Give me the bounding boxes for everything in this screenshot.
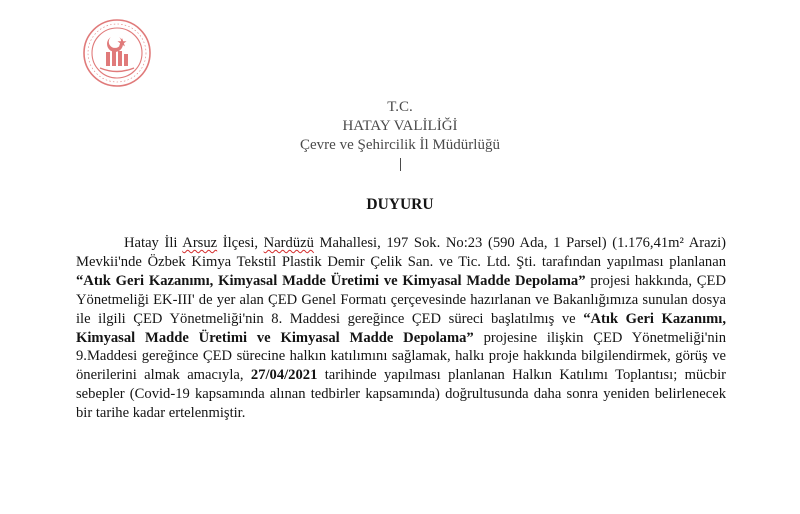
letterhead <box>0 98 800 171</box>
header-directorate: Çevre ve Şehircilik İl Müdürlüğü <box>300 137 500 153</box>
header-governorship: HATAY VALİLİĞİ <box>342 118 458 134</box>
body-text-segment: projesi hakkında, ÇED Yönetmeliği EK-III' de yer alan ÇED Genel Formatı çerçevesinde hazırlanan ve Bakanlığımıza sunulan dosya ile ilgili ÇED Yönetmeliği'nin 8. Maddesi gereğince ÇED süreci başlatılmış ve <box>76 272 726 327</box>
meeting-date: 27/04/2021 <box>250 367 318 384</box>
project-name: “Atık Geri Kazanımı, Kimyasal Madde Üretimi ve Kimyasal Madde Depolama” <box>76 310 726 346</box>
body-text-segment: Mahallesi, 197 Sok. No:23 (590 Ada, 1 Parsel) (1.176,41m² Arazi) Mevkii'nde Özbek Kimya Tekstil Plastik Demir Çelik San. ve Tic. Ltd. Şti. tarafından yapılması planlanan <box>76 235 726 270</box>
announcement-body <box>76 234 726 423</box>
ministry-emblem-icon <box>82 18 152 88</box>
body-text-segment: projesine ilişkin ÇED Yönetmeliği'nin 9.Maddesi gereğince ÇED sürecine halkın katılımını sağlamak, halkı proje hakkında bilgilendirmek, görüş ve önerilerini almak amacıyla, <box>76 329 726 384</box>
body-text-segment: İlçesi, <box>217 235 264 251</box>
header-divider <box>400 158 401 171</box>
project-name: “Atık Geri Kazanımı, Kimyasal Madde Üretimi ve Kimyasal Madde Depolama” <box>76 272 586 289</box>
body-text-segment: tarihinde yapılması planlanan Halkın Katılımı Toplantısı; mücbir sebepler (Covid-19 kapsamında alınan tedbirler kapsamında) doğrultusunda daha sonra yeniden belirlenecek bir tarihe kadar ertelenmiştir. <box>76 367 727 422</box>
announcement-paragraph <box>76 234 726 423</box>
document-title: DUYURU <box>366 196 434 213</box>
body-text-segment: Hatay İli <box>124 235 183 251</box>
neighborhood-name: Nardüzü <box>263 235 314 251</box>
header-tc: T.C. <box>387 99 413 115</box>
district-name: Arsuz <box>182 235 218 251</box>
